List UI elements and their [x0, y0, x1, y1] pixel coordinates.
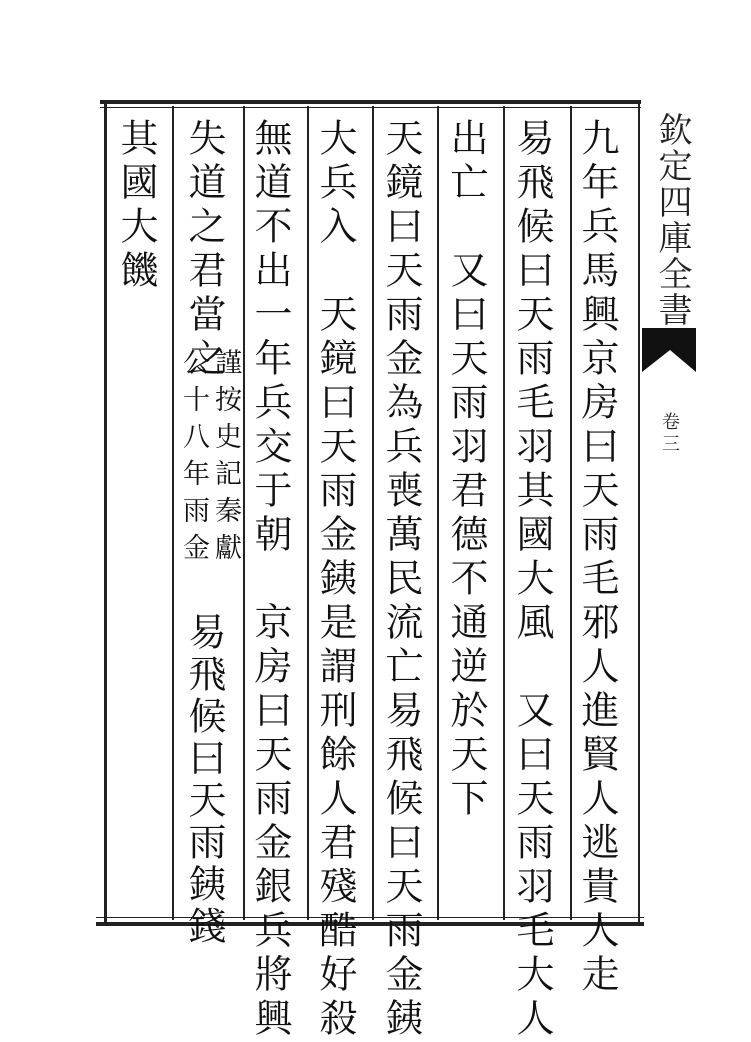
text-column-5: 大兵入 天鏡曰天雨金銕是謂刑餘人君殘酷好殺: [313, 118, 357, 1042]
bottom-border: [96, 922, 644, 926]
column-divider: [172, 106, 174, 920]
text-column-3: 出亡 又曰天雨羽君德不通逆於天下: [444, 118, 488, 822]
right-border: [638, 104, 640, 924]
margin-volume: 卷三: [659, 412, 680, 456]
column-divider: [372, 106, 374, 920]
column-divider: [570, 106, 572, 920]
text-column-1: 九年兵馬興京房曰天雨毛邪人進賢人逃貴人走: [575, 118, 619, 998]
commentary-note-left: 公十八年雨金: [178, 348, 209, 570]
fishtail-mark: [640, 326, 698, 374]
bottom-border-inner: [96, 917, 644, 918]
text-column-4: 天鏡曰天雨金為兵喪萬民流亡易飛候曰天雨金銕: [379, 118, 423, 1042]
top-border-inner: [100, 107, 641, 108]
text-column-7-continued: 易飛候曰天雨銕錢: [182, 612, 226, 948]
text-column-8: 其國大饑: [114, 118, 158, 294]
text-column-6: 無道不出一年兵交于朝 京房曰天雨金銀兵將興: [248, 118, 292, 1042]
text-column-2: 易飛候曰天雨毛羽其國大風 又曰天雨羽毛大人: [510, 118, 554, 1042]
margin-title: 欽定四庫全書: [652, 112, 692, 328]
commentary-note-right: 謹按史記秦獻: [210, 348, 241, 570]
column-divider: [503, 106, 505, 920]
top-border: [100, 100, 641, 104]
left-border: [104, 104, 107, 924]
column-divider: [243, 106, 245, 920]
text-column-7: 失道之君當之: [182, 118, 226, 382]
column-divider: [437, 106, 439, 920]
column-divider: [307, 106, 309, 920]
